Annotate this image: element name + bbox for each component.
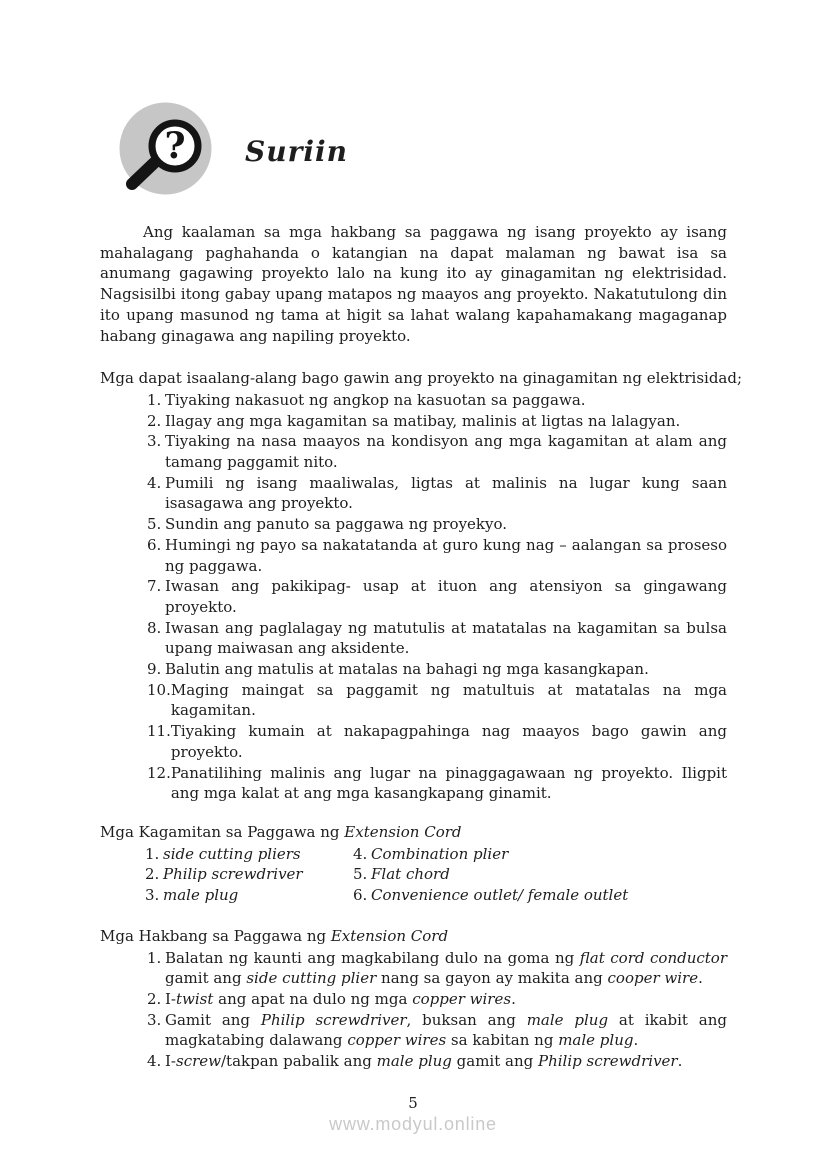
list-item <box>145 885 353 906</box>
list-item <box>353 844 727 865</box>
list-item-text: Balatan ng kaunti ang magkabilang dulo na goma ng flat cord conductor gamit ang side cutting plier nang sa gayon ay makita ang cooper wire. <box>165 948 728 988</box>
list-item <box>147 721 727 762</box>
list-item <box>147 473 727 514</box>
list-item-number: 4. <box>147 1052 162 1071</box>
list-item <box>147 535 727 576</box>
page-content <box>100 0 743 1072</box>
materials-heading <box>100 822 727 843</box>
list-item-text: I-twist ang apat na dulo ng mga copper wires. <box>165 989 516 1008</box>
list-item-number: 5. <box>147 515 162 534</box>
steps-heading-italic: Extension Cord <box>330 926 449 945</box>
precautions-list <box>147 390 727 804</box>
list-item-text: Iwasan ang pakikipag- usap at ituon ang atensiyon sa gingawang proyekto. <box>165 577 727 616</box>
precautions-heading: Mga dapat isaalang-alang bago gawin ang proyekto na ginagamitan ng elektrisidad; <box>100 369 743 388</box>
list-item <box>147 431 727 472</box>
materials-heading-text: Mga Kagamitan sa Paggawa ng <box>100 822 345 841</box>
list-item-number: 6. <box>147 535 162 554</box>
list-item <box>147 390 727 411</box>
list-item-text: Ilagay ang mga kagamitan sa matibay, malinis at ligtas na lalagyan. <box>165 411 681 430</box>
magnifier-question-icon <box>118 101 213 196</box>
list-item-number: 9. <box>147 660 162 679</box>
list-item-text: Humingi ng payo sa nakatatanda at guro kung nag – aalangan sa proseso ng paggawa. <box>165 535 727 575</box>
list-item-text: Flat chord <box>371 865 450 884</box>
list-item-number: 6. <box>353 886 368 905</box>
list-item <box>145 844 353 865</box>
page-number: 5 <box>408 1094 418 1112</box>
list-item-text: Combination plier <box>371 844 509 863</box>
list-item <box>147 1051 727 1072</box>
materials-heading-italic: Extension Cord <box>344 822 462 841</box>
list-item-text: Tiyaking kumain at nakapagpahinga nag maayos bago gawin ang proyekto. <box>170 722 727 761</box>
list-item <box>147 989 727 1010</box>
list-item-text: Sundin ang panuto sa paggawa ng proyekyo. <box>165 515 508 534</box>
list-item-text: Gamit ang Philip screwdriver, buksan ang male plug at ikabit ang magkatabing dalawang copper wires sa kabitan ng male plug. <box>165 1010 727 1050</box>
list-item-number: 7. <box>147 577 162 596</box>
list-item-number: 4. <box>353 844 368 863</box>
list-item-number: 10. <box>147 680 171 699</box>
list-item <box>147 680 727 721</box>
page-title: Suriin <box>245 134 348 168</box>
list-item-number: 3. <box>147 432 162 451</box>
list-item-text: Philip screwdriver <box>163 865 303 884</box>
svg-text:?: ? <box>164 125 186 167</box>
list-item <box>353 864 727 885</box>
list-item-text: male plug <box>163 886 239 905</box>
list-item-text: Maging maingat sa paggamit ng matultuis at matatalas na mga kagamitan. <box>170 680 727 720</box>
list-item <box>147 411 727 432</box>
list-item <box>147 763 727 804</box>
list-item-number: 3. <box>147 1010 162 1029</box>
steps-heading <box>100 926 727 947</box>
materials-column-1 <box>145 844 353 906</box>
list-item-text: Convenience outlet/ female outlet <box>371 886 629 905</box>
list-item <box>147 948 727 989</box>
list-item-number: 2. <box>147 411 162 430</box>
list-item-text: I-screw/takpan pabalik ang male plug gamit ang Philip screwdriver. <box>165 1052 683 1071</box>
list-item-number: 2. <box>147 989 162 1008</box>
list-item-number: 1. <box>145 844 160 863</box>
list-item-number: 1. <box>147 390 162 409</box>
list-item-text: Balutin ang matulis at matalas na bahagi ng mga kasangkapan. <box>165 660 649 679</box>
precautions-section <box>100 368 743 804</box>
intro-paragraph: Ang kaalaman sa mga hakbang sa paggawa ng isang proyekto ay isang mahalagang paghahanda o katangian na dapat malaman ng bawat isa sa anumang gagawing proyekto lalo na kung ito ay ginagamitan ng elektrisidad. Nagsisilbi itong gabay upang matapos ng maayos ang proyekto. Nakatutulong din ito upang masunod ng tama at higit sa lahat walang kapahamakang magaganap habang ginagawa ang napiling proyekto. <box>100 223 727 345</box>
list-item-text: Tiyaking na nasa maayos na kondisyon ang mga kagamitan at alam ang tamang paggamit nito. <box>165 432 727 472</box>
list-item-number: 5. <box>353 865 368 884</box>
section-header <box>118 101 727 196</box>
list-item-number: 8. <box>147 618 162 637</box>
site-watermark: www.modyul.online <box>329 1114 497 1134</box>
list-item <box>147 1010 727 1051</box>
list-item-number: 2. <box>145 865 160 884</box>
list-item <box>147 618 727 659</box>
materials-columns <box>145 844 727 906</box>
steps-heading-text: Mga Hakbang sa Paggawa ng <box>100 926 331 945</box>
materials-section <box>100 822 727 906</box>
list-item-number: 4. <box>147 473 162 492</box>
list-item <box>147 514 727 535</box>
list-item-number: 11. <box>147 722 171 741</box>
list-item <box>147 576 727 617</box>
list-item <box>145 864 353 885</box>
list-item-text: Iwasan ang paglalagay ng matutulis at matatalas na kagamitan sa bulsa upang maiwasan ang aksidente. <box>165 618 727 658</box>
steps-list <box>147 948 727 1072</box>
list-item-text: Tiyaking nakasuot ng angkop na kasuotan sa paggawa. <box>165 390 586 409</box>
materials-column-2 <box>353 844 727 906</box>
list-item <box>353 885 727 906</box>
list-item-text: Panatilihing malinis ang lugar na pinaggagawaan ng proyekto. Iligpit ang mga kalat at ang mga kasangkapang ginamit. <box>170 763 727 803</box>
steps-section <box>100 926 727 1072</box>
list-item-text: Pumili ng isang maaliwalas, ligtas at malinis na lugar kung saan isasagawa ang proyekto. <box>165 473 727 513</box>
list-item-number: 1. <box>147 948 162 967</box>
list-item <box>147 659 727 680</box>
list-item-text: side cutting pliers <box>163 844 301 863</box>
list-item-number: 12. <box>147 763 171 782</box>
list-item-number: 3. <box>145 886 160 905</box>
